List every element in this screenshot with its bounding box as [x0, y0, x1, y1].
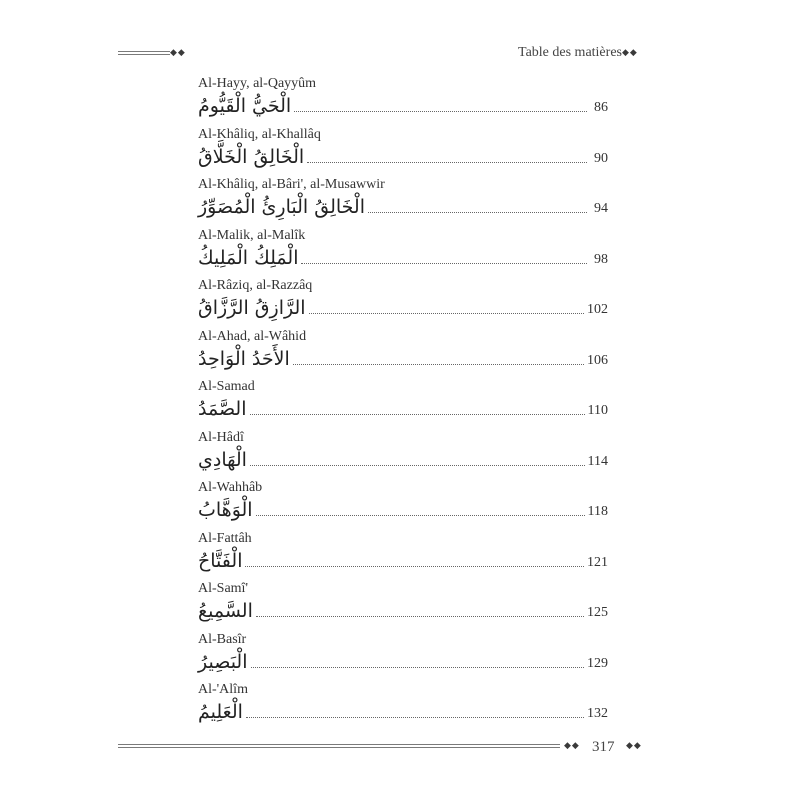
- entry-page-number: 90: [594, 150, 608, 166]
- entry-arabic-name: الأَحَدُ الْوَاحِدُ: [198, 347, 290, 370]
- entry-latin-name: Al-Basîr: [198, 631, 247, 647]
- entry-arabic-name: الْبَصِيرُ: [198, 650, 248, 673]
- entry-page-number: 129: [587, 655, 608, 671]
- entry-line: [198, 698, 608, 724]
- dot-leader: [250, 465, 585, 466]
- entry-latin-name: Al-'Alîm: [198, 682, 248, 697]
- entry-page-number: 118: [587, 504, 608, 519]
- entry-line: [198, 395, 608, 421]
- entry-arabic-name: الْهَادِي: [198, 448, 247, 471]
- dot-leader: [250, 414, 585, 415]
- entry-line: [198, 446, 608, 472]
- entry-page-number: 106: [587, 352, 608, 368]
- entry-line: [198, 244, 608, 270]
- entry-line: [198, 648, 608, 674]
- entry-latin-name: Al-Râziq, al-Razzâq: [198, 278, 313, 293]
- entry-page-number: 114: [587, 453, 608, 469]
- entry-page-number: 98: [594, 251, 608, 267]
- footer-ornament-right: ◆◆: [626, 741, 642, 751]
- footer-ornament: ◆◆: [564, 741, 580, 751]
- entry-arabic-name: الصَّمَدُ: [198, 398, 247, 420]
- page-number: 317: [592, 739, 615, 755]
- entry-line: [198, 143, 608, 169]
- dot-leader: [246, 717, 584, 718]
- dot-leader: [256, 616, 584, 617]
- entry-page-number: 132: [587, 706, 608, 721]
- running-title: Table des matières: [518, 45, 622, 60]
- entry-page-number: 125: [587, 605, 608, 620]
- entry-latin-name: Al-Ahad, al-Wâhid: [198, 328, 307, 344]
- entry-arabic-name: الرَّازِقُ الرَّزَّاقُ: [198, 297, 306, 319]
- entry-page-number: 121: [587, 554, 608, 570]
- dot-leader: [256, 515, 585, 516]
- entry-latin-name: Al-Hâdî: [198, 429, 244, 445]
- entry-arabic-name: الْوَهَّابُ: [198, 499, 253, 521]
- dot-leader: [245, 566, 584, 567]
- toc-entry: [198, 76, 608, 127]
- entry-line: [198, 294, 608, 320]
- toc-entry: [198, 430, 608, 481]
- toc-entry: [198, 581, 608, 632]
- entry-line: [198, 496, 608, 522]
- entry-latin-name: Al-Khâliq, al-Bâri', al-Musawwir: [198, 177, 385, 192]
- dot-leader: [368, 212, 587, 213]
- entry-arabic-name: الْحَيُّ الْقَيُّومُ: [198, 95, 292, 117]
- entry-latin-name: Al-Malik, al-Malîk: [198, 227, 306, 243]
- entry-latin-name: Al-Wahhâb: [198, 480, 263, 495]
- entry-latin-name: Al-Samad: [198, 379, 255, 394]
- entry-arabic-name: الْفَتَّاحُ: [198, 549, 243, 572]
- dot-leader: [307, 162, 587, 163]
- entry-page-number: 86: [594, 100, 608, 115]
- entry-latin-name: Al-Fattâh: [198, 530, 252, 546]
- toc-entry: [198, 228, 608, 279]
- toc-entry: [198, 177, 608, 228]
- dot-leader: [294, 111, 587, 112]
- entry-latin-name: Al-Khâliq, al-Khallâq: [198, 126, 321, 142]
- dot-leader: [293, 364, 584, 365]
- footer-rule: [118, 743, 560, 749]
- entry-line: [198, 345, 608, 371]
- dot-leader: [251, 667, 585, 668]
- entry-arabic-name: الْخَالِقُ الْبَارِئُ الْمُصَوِّرُ: [198, 196, 365, 218]
- table-of-contents: [198, 76, 608, 733]
- entry-line: [198, 597, 608, 623]
- entry-line: [198, 92, 608, 118]
- entry-page-number: 102: [587, 302, 608, 317]
- toc-entry: [198, 480, 608, 531]
- entry-page-number: 110: [587, 403, 608, 418]
- header-ornament-left: ◆◆: [170, 48, 186, 58]
- entry-line: [198, 193, 608, 219]
- header-ornament-right: ◆◆: [622, 48, 638, 58]
- dot-leader: [301, 263, 587, 264]
- entry-arabic-name: الْعَلِيمُ: [198, 701, 243, 723]
- dot-leader: [309, 313, 584, 314]
- toc-entry: [198, 632, 608, 683]
- toc-entry: [198, 379, 608, 430]
- toc-entry: [198, 127, 608, 178]
- entry-arabic-name: السَّمِيعُ: [198, 600, 253, 622]
- toc-entry: [198, 278, 608, 329]
- toc-entry: [198, 329, 608, 380]
- header-rule-left: [118, 50, 170, 56]
- entry-arabic-name: الْخَالِقُ الْخَلَّاقُ: [198, 145, 305, 168]
- entry-page-number: 94: [594, 201, 608, 216]
- entry-latin-name: Al-Hayy, al-Qayyûm: [198, 76, 317, 91]
- entry-latin-name: Al-Samî': [198, 581, 248, 596]
- toc-entry: [198, 682, 608, 733]
- entry-line: [198, 547, 608, 573]
- entry-arabic-name: الْمَلِكُ الْمَلِيكُ: [198, 246, 299, 269]
- toc-entry: [198, 531, 608, 582]
